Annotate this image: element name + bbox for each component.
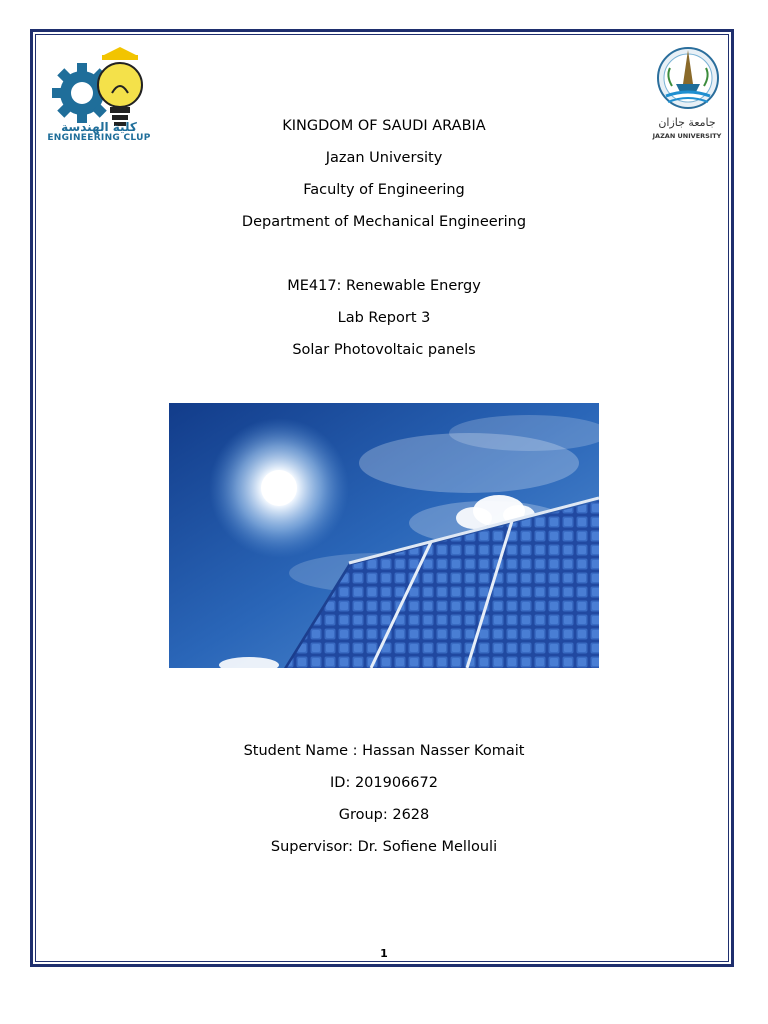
- department-line: Department of Mechanical Engineering: [241, 214, 527, 230]
- club-english-name: ENGINEERING CLUP: [47, 133, 151, 143]
- club-arabic-name: كلية الهندسة: [61, 120, 137, 134]
- university-arabic-name: جامعة جازان: [658, 116, 716, 129]
- university-line: Jazan University: [325, 150, 443, 166]
- report-topic-line: Solar Photovoltaic panels: [292, 342, 476, 358]
- group-line: Group: 2628: [338, 807, 430, 823]
- student-name-line: Student Name : Hassan Nasser Komait: [243, 743, 525, 759]
- supervisor-line: Supervisor: Dr. Sofiene Mellouli: [270, 839, 498, 855]
- university-english-name: JAZAN UNIVERSITY: [652, 132, 722, 140]
- page-number: 1: [380, 947, 388, 960]
- country-line: KINGDOM OF SAUDI ARABIA: [282, 118, 486, 134]
- course-title-line: ME417: Renewable Energy: [287, 278, 481, 294]
- student-id-line: ID: 201906672: [330, 775, 438, 791]
- report-number-line: Lab Report 3: [337, 310, 431, 326]
- solar-panel-photo: [169, 403, 599, 668]
- faculty-line: Faculty of Engineering: [303, 182, 465, 198]
